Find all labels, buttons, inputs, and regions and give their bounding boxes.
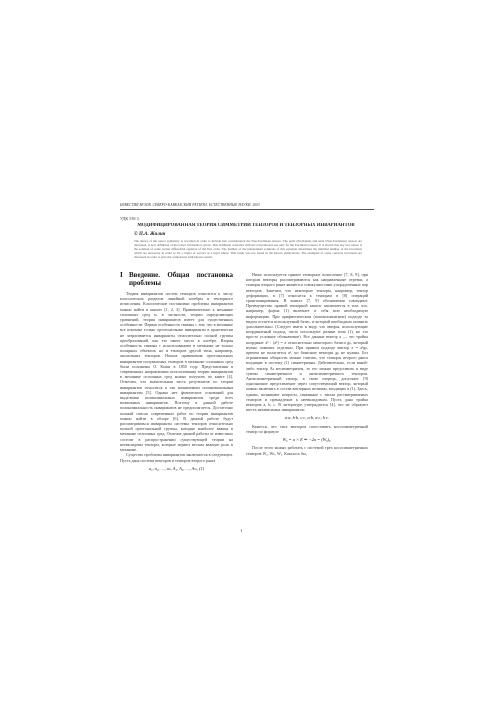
abstract: The theory of the tensor symmetry is rewritten in order to include into consideration the Non-Euclidean tensors. The polar (Euclidean) and axial (Non-Euclidean) tensors are discussed. A new definition of the tensor invariants is given. This definition coincides with the conventional one only for the Euclidean tensors. It is shown that any two-tensor is the solution of some partial differential equation of the first order. The number of the independent solutions of this equation determines the minimal number of the invariants which are necessary in order to fix a triplet of vectors as a rigid whole. This result was not found in the known publications. The examples of some concrete invariants are discussed in order to give the comparison with known results. [134, 239, 362, 259]
left-column [120, 272, 233, 474]
formula: Wₐ = a × E ⇒ −2a = (Wₐ)ₓ, [282, 437, 332, 443]
paragraph: Кажется, что этих векторов сопоставить кососимметричный тензор по формуле [246, 423, 368, 434]
header-divider [120, 209, 374, 210]
page-number: 1 [240, 528, 243, 533]
section-number: I [120, 271, 123, 279]
section-title: Введение. Общая постановка проблемы [129, 271, 233, 287]
paragraph: Ниже используется прямое тензорное исчисление [7, 8, 9], при котором векторы рассматриваются как направленные отрезки, а тензоры второго ранга являются совокупностями упорядоченных пар векторов. Заметим, что некоторые тензоры, например, тензор деформации, в [7] относятся к тензорам в [8] операций транспонирования. В книгах [7, 9] обозначения совпадают. Преимущество прямой тензорной записи заключается в том, что, например, форма (1) включает в себя всю необходимую информацию. При арифметическом (покомпонентном) подходе за видом остается используемый базис, и который необходимо помнить дополнительно. (Следует иметь в виду, что авторы, использующие координатный подход, часто используют разные типа (1), но это просто условное обозначение). Все данные вектор a — это тройка координат aᵏ : (aᵏ) = a относительно некоторого базиса gₖ, который нужно помнить отдельно. При прямом подходе вектор a = aᵏgₖ, причем не полагается aᵏ, но базисные векторы gₖ не нужны. Без ограничения общности можно считать, что тензоры второго ранга входящие в систему (1) симметричны. Действительно, если какой-либо тензор Aₖ несимметричен, то его можно представить в виде суммы симметричного и антисимметричного тензоров. Антисимметричный тензор, в свою очередь, допускает [9] однозначное представление через сопутствующий вектор, который можно включить в состав векторных величин, входящих в (1). Здесь, однако, возникают вопросы, связанные с типом рассматриваемых тензоров и пренадлежат к неевклидовым. Пусть дана тройка векторов a, b, c. В литературе утверждается [4], что не образуют шесть независимых инвариантов: [246, 272, 368, 413]
paragraph: После этого можно работать с системой трех кососимметричных тензоров Wₐ, Wₕ, Wₒ. Казалось бы, [246, 445, 368, 456]
journal-running-header: ИЗВЕСТИЯ ВУЗОВ. СЕВЕРО-КАВКАЗСКИЙ РЕГИОН. ЕСТЕСТВЕННЫЕ НАУКИ. 2003 [120, 203, 260, 207]
author-line: © П.А. Жилин [134, 232, 166, 237]
formula: a₁, a₂, …, aₙ, A₁, A₂, …, Aₘ, (1) [148, 465, 205, 471]
right-column [246, 272, 368, 456]
paragraph: Теория инвариантов систем тензоров относится к числу классических разделов линейной алгебры и тензорного исчисления. Классические постановки проблемы инвариантов можно найти в книгах [1, 2, 3]. Применительно к механике сплошных сред и, в частности, теории определяющих уравнений, теория инвариантов имеет для существенных особенности. Первая особенность связана с тем, что в механике все искомые только ортогональные инварианты в практически не затрагивается инварианты относительно полной группы преобразований, как это имеет место в алгебре. Вторая особенность связана с использованием в механике не только полярных объектов, но и тензоров другой типа, например, аксиальных тензоров. Начала применения ортогональных инвариантов полуакисных тензоров в механике сплошных сред были положены О. Коши в 1850 году. Представления в современных направлениях использования теории инвариантов в механике сплошных сред можно получить по книге [4]. Отметим, что значительная часть результатов по теории инвариантов относится к так называемым полиномиальным инвариантам [5]. Однако нет физических оснований для выделения полиномиальных инвариантов среди всех возможных инвариантов. Поэтому в данной работе полиномиальность инвариантов не предполагается. Достаточно полный список современных работ по теории инвариантов можно найти в обзоре [6]. В данной работе будут рассматриваться инварианты системы тензоров относительно полной ортогональной группы, которые наиболее важны в механике сплошных сред. Отличие данной работы от известных состоит в распространении существующей теории на неевклидовы тензоры, которые играют весьма важную роль в механике. [120, 291, 233, 453]
paper-title: МОДИФИЦИРОВАННАЯ ТЕОРИЯ СИММЕТРИИ ТЕНЗОРОВ И ТЕНЗОРНЫХ ИНВАРИАНТОВ [137, 223, 355, 228]
paragraph: Существо проблемы инвариантов заключается в следующем. Пусть дана система векторов и тензоров второго ранга [120, 452, 233, 463]
section-heading [120, 272, 233, 287]
formula: a·a, b·b, c·c, a·b, a·c, b·c. [284, 415, 330, 421]
udc-code: УДК 539.3 [120, 216, 139, 221]
